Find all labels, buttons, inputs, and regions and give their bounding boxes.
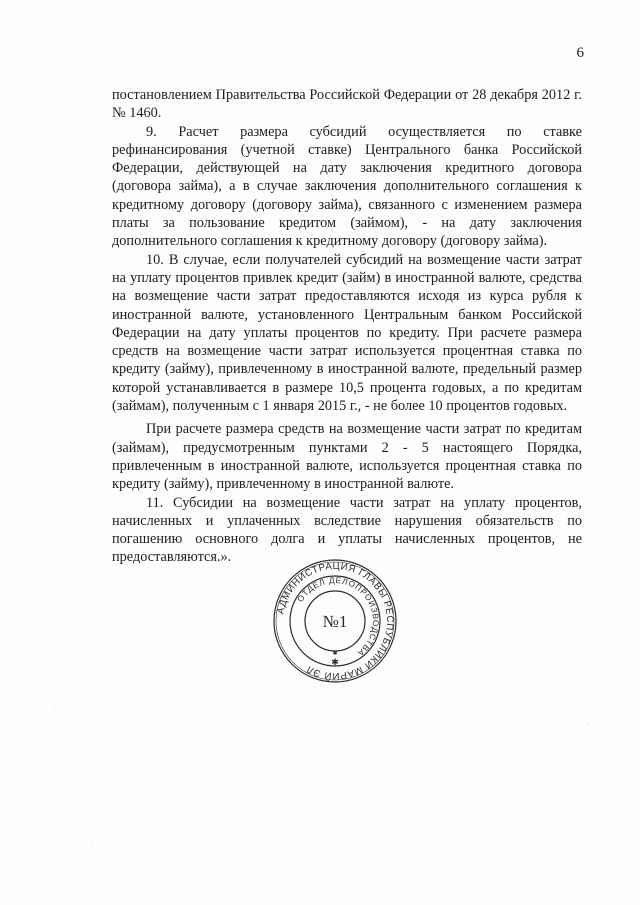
paragraph-item-11: 11. Субсидии на возмещение части затрат на уплату процентов, начисленных и уплаченных вследствие нарушения обязательств по погашению основного долга и уплаты начисленных процентов, не предоставляются.».	[112, 494, 582, 566]
paragraph-item-10: 10. В случае, если получателей субсидий на возмещение части затрат на уплату процентов привлек кредит (займ) в иностранной валюте, средства на возмещение части затрат предоставляются исходя из курса рубля к иностранной валюте, установленного Центральным банком Российской Федерации на дату уплаты процентов по кредиту. При расчете размера средств на возмещение части затрат используется процентная ставка по кредиту (займу), привлеченному в иностранной валюте, предельный размер которой устанавливается в размере 10,5 процента годовых, а по кредитам (займам), полученным с 1 января 2015 г., - не более 10 процентов годовых.	[112, 251, 582, 415]
seal-number: №1	[322, 612, 348, 631]
seal-outer-text: АДМИНИСТРАЦИЯ ГЛАВЫ РЕСПУБЛИКИ МАРИЙ ЭЛ	[275, 560, 396, 682]
paragraph-item-9: 9. Расчет размера субсидий осуществляется по ставке рефинансирования (учетной ставке) Центрального банка Российской Федерации, действующей на дату заключения кредитного договора (договора займа), а в случае заключения дополнительного соглашения к кредитному договору (договору займа), связанного с изменением размера платы за пользование кредитом (займом), - на дату заключения дополнительного соглашения к кредитному договору (договору займа).	[112, 123, 582, 250]
seal-inner-text: ОТДЕЛ ДЕЛОПРОИЗВОДСТВА	[295, 575, 381, 658]
scan-speck	[92, 842, 93, 843]
document-body	[112, 86, 582, 567]
paragraph-continuation: постановлением Правительства Российской Федерации от 28 декабря 2012 г. № 1460.	[112, 87, 582, 122]
paragraph-foreign-currency: При расчете размера средств на возмещение части затрат по кредитам (займам), предусмотренным пунктами 2 - 5 настоящего Порядка, привлеченным в иностранной валюте, используется процентная ставка по кредиту (займу), привлеченному в иностранной валюте.	[112, 421, 582, 493]
official-seal	[271, 557, 399, 685]
scan-speck	[54, 706, 55, 707]
page-number: 6	[576, 45, 584, 61]
seal-stamp-graphic	[271, 557, 399, 685]
seal-star-icon: ✱	[331, 658, 339, 668]
scan-speck	[74, 770, 75, 771]
scan-speck	[588, 724, 589, 725]
scan-speck	[586, 548, 587, 549]
seal-small-star-icon: ✱	[332, 650, 338, 657]
